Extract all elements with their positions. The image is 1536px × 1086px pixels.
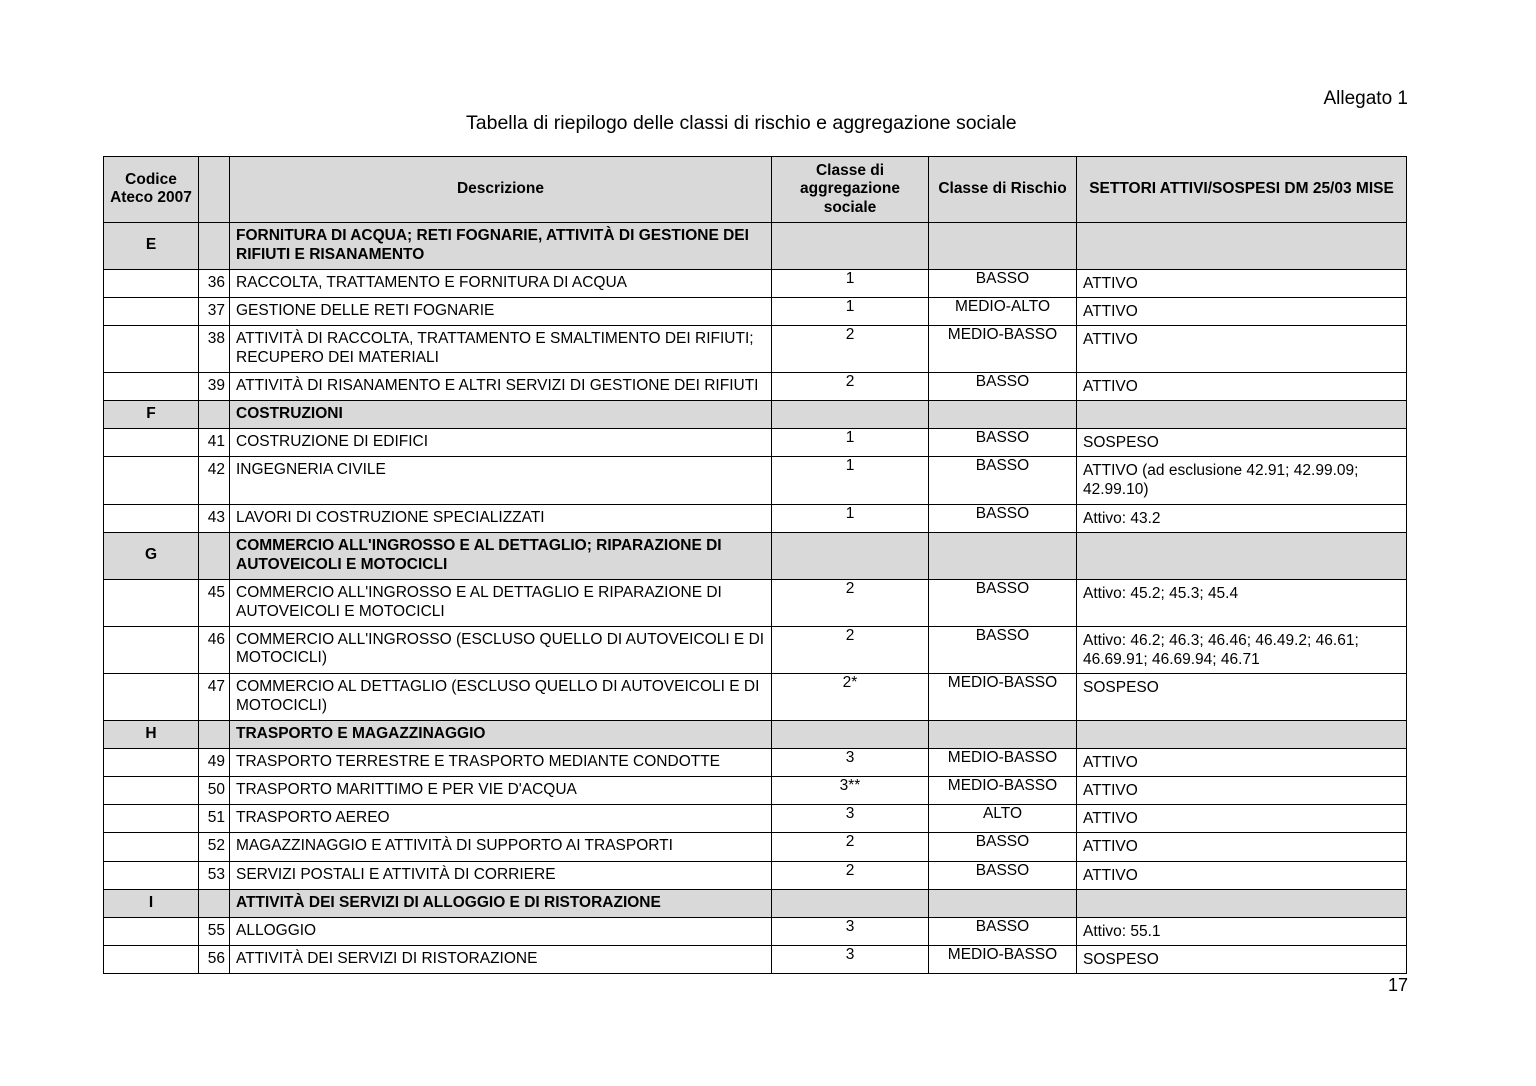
ateco-cell (104, 326, 199, 373)
settori-cell (1077, 776, 1407, 804)
row-number-cell (199, 372, 230, 400)
descrizione-label: ALLOGGIO (236, 921, 317, 939)
ateco-label (104, 505, 198, 513)
settori-label: Attivo: 45.2; 45.3; 45.4 (1083, 584, 1239, 602)
row-number-label: 49 (207, 752, 225, 770)
ateco-cell (104, 429, 199, 457)
section-letter-label: E (145, 236, 157, 254)
row-number-cell (199, 579, 230, 626)
table-row (104, 372, 1407, 400)
rischio-value: BASSO (975, 917, 1030, 935)
row-number-label: 43 (207, 508, 225, 526)
aggregazione-value: 3 (845, 917, 855, 935)
aggregazione-value: 2 (845, 626, 855, 644)
ateco-label (104, 946, 198, 954)
settori-label: ATTIVO (1083, 331, 1138, 349)
row-number-label: 53 (207, 865, 225, 883)
table-row (104, 326, 1407, 373)
ateco-label (104, 918, 198, 926)
section-description-label: TRASPORTO E MAGAZZINAGGIO (236, 724, 486, 742)
section-description (230, 720, 772, 748)
settori-cell (1077, 457, 1407, 504)
aggregazione-cell (772, 269, 929, 297)
ateco-cell (104, 457, 199, 504)
section-aggregazione-label (772, 401, 928, 409)
section-rischio-cell (929, 401, 1077, 429)
settori-cell (1077, 805, 1407, 833)
settori-label: SOSPESO (1083, 678, 1159, 696)
rischio-cell (929, 579, 1077, 626)
section-settori-label (1077, 401, 1406, 409)
section-rischio-label (929, 890, 1076, 898)
settori-cell (1077, 833, 1407, 861)
column-header-descrizione: Descrizione (230, 157, 772, 223)
aggregazione-value: 2 (845, 861, 855, 879)
ateco-label (104, 580, 198, 588)
ateco-cell (104, 805, 199, 833)
section-letter (104, 720, 199, 748)
rischio-value: MEDIO-BASSO (947, 673, 1058, 691)
descrizione-label: RACCOLTA, TRATTAMENTO E FORNITURA DI ACQUA (236, 273, 627, 291)
table-section-row (104, 222, 1407, 269)
settori-cell (1077, 861, 1407, 889)
section-number-cell (199, 222, 230, 269)
rischio-value: BASSO (975, 504, 1030, 522)
rischio-cell (929, 673, 1077, 720)
aggregazione-value: 2 (845, 326, 855, 344)
settori-cell (1077, 748, 1407, 776)
settori-label: ATTIVO (1083, 302, 1138, 320)
section-settori-cell (1077, 532, 1407, 579)
ateco-label (104, 749, 198, 757)
aggregazione-cell (772, 861, 929, 889)
section-description (230, 889, 772, 917)
rischio-value: BASSO (975, 861, 1030, 879)
descrizione-label: ATTIVITÀ DEI SERVIZI DI RISTORAZIONE (236, 949, 538, 967)
rischio-value: MEDIO-BASSO (947, 776, 1058, 794)
section-rischio-cell (929, 889, 1077, 917)
table-row (104, 429, 1407, 457)
rischio-cell (929, 917, 1077, 945)
ateco-label (104, 862, 198, 870)
row-number-cell (199, 326, 230, 373)
risk-class-table (103, 156, 1407, 974)
section-aggregazione-label (772, 533, 928, 541)
table-header (104, 157, 1407, 223)
table-row (104, 748, 1407, 776)
section-rischio-label (929, 401, 1076, 409)
section-description-label: ATTIVITÀ DEI SERVIZI DI ALLOGGIO E DI RISTORAZIONE (236, 893, 661, 911)
section-description (230, 401, 772, 429)
section-letter-label: G (144, 546, 158, 564)
settori-cell (1077, 945, 1407, 973)
rischio-value: MEDIO-BASSO (947, 326, 1058, 344)
descrizione-cell (230, 833, 772, 861)
row-number-label: 50 (207, 780, 225, 798)
aggregazione-cell (772, 945, 929, 973)
descrizione-cell (230, 372, 772, 400)
descrizione-cell (230, 504, 772, 532)
ateco-cell (104, 776, 199, 804)
row-number-label: 39 (207, 376, 225, 394)
row-number-cell (199, 776, 230, 804)
section-number-cell (199, 532, 230, 579)
ateco-label (104, 373, 198, 381)
descrizione-cell (230, 748, 772, 776)
column-header-settori: SETTORI ATTIVI/SOSPESI DM 25/03 MISE (1077, 157, 1407, 223)
section-rischio-cell (929, 720, 1077, 748)
aggregazione-value: 1 (845, 429, 855, 447)
descrizione-cell (230, 429, 772, 457)
aggregazione-cell (772, 748, 929, 776)
descrizione-cell (230, 673, 772, 720)
row-number-label: 42 (207, 461, 225, 479)
row-number-cell (199, 297, 230, 325)
ateco-cell (104, 269, 199, 297)
row-number-cell (199, 917, 230, 945)
table-row (104, 504, 1407, 532)
ateco-label (104, 270, 198, 278)
rischio-cell (929, 504, 1077, 532)
table-row (104, 457, 1407, 504)
table-row (104, 945, 1407, 973)
rischio-cell (929, 429, 1077, 457)
section-description-label: COMMERCIO ALL'INGROSSO E AL DETTAGLIO; RIPARAZIONE DI AUTOVEICOLI E MOTOCICLI (236, 536, 722, 573)
aggregazione-cell (772, 579, 929, 626)
settori-cell (1077, 269, 1407, 297)
section-aggregazione-cell (772, 889, 929, 917)
descrizione-cell (230, 805, 772, 833)
rischio-cell (929, 326, 1077, 373)
section-aggregazione-cell (772, 222, 929, 269)
table-section-row (104, 889, 1407, 917)
aggregazione-value: 3 (845, 748, 855, 766)
descrizione-cell (230, 297, 772, 325)
row-number-label: 52 (207, 837, 225, 855)
section-settori-label (1077, 721, 1406, 729)
descrizione-label: ATTIVITÀ DI RACCOLTA, TRATTAMENTO E SMALTIMENTO DEI RIFIUTI; RECUPERO DEI MATERIALI (236, 330, 754, 366)
settori-label: ATTIVO (1083, 781, 1138, 799)
descrizione-label: INGEGNERIA CIVILE (236, 461, 386, 479)
rischio-cell (929, 833, 1077, 861)
row-number-cell (199, 504, 230, 532)
ateco-label (104, 777, 198, 785)
aggregazione-value: 1 (845, 504, 855, 522)
settori-label: ATTIVO (1083, 377, 1138, 395)
descrizione-label: SERVIZI POSTALI E ATTIVITÀ DI CORRIERE (236, 865, 556, 883)
aggregazione-value: 3** (839, 776, 861, 794)
section-number-label (199, 890, 229, 898)
ateco-label (104, 674, 198, 682)
rischio-value: ALTO (982, 805, 1023, 823)
rischio-value: BASSO (975, 372, 1030, 390)
rischio-cell (929, 945, 1077, 973)
ateco-cell (104, 579, 199, 626)
page-number: 17 (1387, 975, 1408, 995)
aggregazione-value: 2 (845, 579, 855, 597)
column-header-aggregazione: Classe di aggregazione sociale (772, 157, 929, 223)
section-letter (104, 532, 199, 579)
section-aggregazione-cell (772, 720, 929, 748)
table-header-row (104, 157, 1407, 223)
rischio-value: BASSO (975, 626, 1030, 644)
aggregazione-cell (772, 776, 929, 804)
descrizione-label: TRASPORTO MARITTIMO E PER VIE D'ACQUA (236, 780, 577, 798)
descrizione-cell (230, 626, 772, 673)
descrizione-label: ATTIVITÀ DI RISANAMENTO E ALTRI SERVIZI DI GESTIONE DEI RIFIUTI (236, 376, 759, 394)
section-number-cell (199, 401, 230, 429)
section-number-label (199, 223, 229, 231)
section-settori-label (1077, 223, 1406, 231)
section-settori-cell (1077, 889, 1407, 917)
row-number-label: 46 (207, 630, 225, 648)
table-row (104, 917, 1407, 945)
section-number-label (199, 533, 229, 541)
rischio-value: BASSO (975, 429, 1030, 447)
ateco-label (104, 627, 198, 635)
settori-label: Attivo: 46.2; 46.3; 46.46; 46.49.2; 46.61; 46.69.91; 46.69.94; 46.71 (1083, 631, 1359, 668)
aggregazione-value: 3 (845, 805, 855, 823)
rischio-cell (929, 776, 1077, 804)
aggregazione-value: 2* (842, 673, 858, 691)
settori-cell (1077, 626, 1407, 673)
page-title: Tabella di riepilogo delle classi di rischio e aggregazione sociale (466, 112, 1017, 134)
table-section-row (104, 720, 1407, 748)
settori-label: SOSPESO (1083, 434, 1159, 452)
section-description-label: COSTRUZIONI (236, 405, 343, 423)
descrizione-label: COMMERCIO AL DETTAGLIO (ESCLUSO QUELLO DI AUTOVEICOLI E DI MOTOCICLI) (236, 677, 760, 714)
row-number-label: 36 (207, 273, 225, 291)
descrizione-cell (230, 776, 772, 804)
aggregazione-cell (772, 504, 929, 532)
settori-cell (1077, 579, 1407, 626)
aggregazione-value: 2 (845, 833, 855, 851)
section-aggregazione-label (772, 223, 928, 231)
section-aggregazione-label (772, 890, 928, 898)
section-aggregazione-cell (772, 401, 929, 429)
ateco-cell (104, 626, 199, 673)
row-number-label: 56 (207, 949, 225, 967)
descrizione-label: COSTRUZIONE DI EDIFICI (236, 433, 429, 451)
rischio-value: BASSO (975, 269, 1030, 287)
section-description (230, 532, 772, 579)
table-row (104, 833, 1407, 861)
rischio-value: BASSO (975, 457, 1030, 475)
settori-label: Attivo: 55.1 (1083, 922, 1161, 940)
settori-cell (1077, 372, 1407, 400)
section-settori-label (1077, 533, 1406, 541)
rischio-value: MEDIO-BASSO (947, 748, 1058, 766)
table-row (104, 579, 1407, 626)
ateco-cell (104, 833, 199, 861)
descrizione-cell (230, 945, 772, 973)
settori-label: Attivo: 43.2 (1083, 509, 1161, 527)
ateco-cell (104, 372, 199, 400)
section-aggregazione-cell (772, 532, 929, 579)
table-section-row (104, 532, 1407, 579)
section-rischio-cell (929, 532, 1077, 579)
descrizione-cell (230, 917, 772, 945)
section-rischio-cell (929, 222, 1077, 269)
section-letter-label: H (145, 724, 157, 742)
descrizione-label: GESTIONE DELLE RETI FOGNARIE (236, 301, 495, 319)
aggregazione-value: 1 (845, 457, 855, 475)
ateco-cell (104, 297, 199, 325)
section-letter (104, 401, 199, 429)
section-rischio-label (929, 223, 1076, 231)
rischio-value: MEDIO-BASSO (947, 945, 1058, 963)
section-description-label: FORNITURA DI ACQUA; RETI FOGNARIE, ATTIVITÀ DI GESTIONE DEI RIFIUTI E RISANAMENTO (236, 226, 749, 263)
row-number-cell (199, 833, 230, 861)
row-number-cell (199, 861, 230, 889)
descrizione-cell (230, 269, 772, 297)
descrizione-label: TRASPORTO AEREO (236, 809, 390, 827)
aggregazione-value: 2 (845, 372, 855, 390)
section-number-label (199, 401, 229, 409)
aggregazione-cell (772, 429, 929, 457)
aggregazione-cell (772, 326, 929, 373)
ateco-label (104, 429, 198, 437)
ateco-label (104, 298, 198, 306)
aggregazione-cell (772, 917, 929, 945)
table-row (104, 673, 1407, 720)
ateco-cell (104, 748, 199, 776)
ateco-label (104, 326, 198, 334)
table-row (104, 297, 1407, 325)
section-rischio-label (929, 533, 1076, 541)
section-letter (104, 889, 199, 917)
column-header-number (199, 157, 230, 223)
rischio-value: MEDIO-ALTO (954, 297, 1051, 315)
row-number-label: 37 (207, 301, 225, 319)
row-number-cell (199, 457, 230, 504)
rischio-cell (929, 861, 1077, 889)
row-number-label: 41 (207, 433, 225, 451)
row-number-label: 55 (207, 921, 225, 939)
ateco-label (104, 457, 198, 465)
aggregazione-cell (772, 833, 929, 861)
ateco-cell (104, 945, 199, 973)
section-aggregazione-label (772, 721, 928, 729)
settori-cell (1077, 917, 1407, 945)
ateco-cell (104, 861, 199, 889)
settori-cell (1077, 326, 1407, 373)
row-number-label: 38 (207, 330, 225, 348)
section-letter (104, 222, 199, 269)
descrizione-cell (230, 861, 772, 889)
row-number-cell (199, 945, 230, 973)
rischio-value: BASSO (975, 833, 1030, 851)
table-body (104, 222, 1407, 973)
ateco-label (104, 833, 198, 841)
row-number-label: 45 (207, 583, 225, 601)
row-number-cell (199, 429, 230, 457)
aggregazione-cell (772, 626, 929, 673)
descrizione-cell (230, 326, 772, 373)
table-row (104, 626, 1407, 673)
settori-cell (1077, 673, 1407, 720)
row-number-cell (199, 269, 230, 297)
column-header-rischio: Classe di Rischio (929, 157, 1077, 223)
table-row (104, 776, 1407, 804)
settori-label: ATTIVO (1083, 274, 1138, 292)
table-row (104, 805, 1407, 833)
rischio-cell (929, 297, 1077, 325)
settori-label: ATTIVO (1083, 753, 1138, 771)
aggregazione-value: 1 (845, 269, 855, 287)
row-number-cell (199, 805, 230, 833)
settori-label: SOSPESO (1083, 950, 1159, 968)
settori-cell (1077, 504, 1407, 532)
row-number-label: 51 (207, 809, 225, 827)
aggregazione-cell (772, 457, 929, 504)
section-settori-cell (1077, 720, 1407, 748)
settori-label: ATTIVO (1083, 810, 1138, 828)
section-letter-label: I (148, 893, 154, 911)
rischio-cell (929, 457, 1077, 504)
aggregazione-value: 1 (845, 297, 855, 315)
aggregazione-cell (772, 805, 929, 833)
ateco-cell (104, 504, 199, 532)
section-settori-cell (1077, 222, 1407, 269)
aggregazione-value: 3 (845, 945, 855, 963)
table-section-row (104, 401, 1407, 429)
section-description (230, 222, 772, 269)
rischio-cell (929, 269, 1077, 297)
descrizione-label: COMMERCIO ALL'INGROSSO (ESCLUSO QUELLO DI AUTOVEICOLI E DI MOTOCICLI) (236, 630, 765, 667)
descrizione-label: LAVORI DI COSTRUZIONE SPECIALIZZATI (236, 508, 545, 526)
row-number-cell (199, 673, 230, 720)
settori-cell (1077, 297, 1407, 325)
section-number-label (199, 721, 229, 729)
rischio-value: BASSO (975, 579, 1030, 597)
rischio-cell (929, 372, 1077, 400)
descrizione-label: MAGAZZINAGGIO E ATTIVITÀ DI SUPPORTO AI TRASPORTI (236, 837, 673, 855)
rischio-cell (929, 748, 1077, 776)
section-rischio-label (929, 721, 1076, 729)
aggregazione-cell (772, 372, 929, 400)
row-number-cell (199, 748, 230, 776)
section-letter-label: F (146, 405, 156, 423)
ateco-cell (104, 917, 199, 945)
descrizione-cell (230, 457, 772, 504)
descrizione-cell (230, 579, 772, 626)
column-header-ateco: Codice Ateco 2007 (104, 157, 199, 223)
table-row (104, 269, 1407, 297)
aggregazione-cell (772, 297, 929, 325)
table-row (104, 861, 1407, 889)
rischio-cell (929, 626, 1077, 673)
ateco-label (104, 805, 198, 813)
section-settori-cell (1077, 401, 1407, 429)
row-number-label: 47 (207, 677, 225, 695)
descrizione-label: COMMERCIO ALL'INGROSSO E AL DETTAGLIO E RIPARAZIONE DI AUTOVEICOLI E MOTOCICLI (236, 583, 722, 620)
section-number-cell (199, 720, 230, 748)
rischio-cell (929, 805, 1077, 833)
section-settori-label (1077, 890, 1406, 898)
aggregazione-cell (772, 673, 929, 720)
ateco-cell (104, 673, 199, 720)
settori-label: ATTIVO (ad esclusione 42.91; 42.99.09; 42.99.10) (1083, 462, 1359, 499)
row-number-cell (199, 626, 230, 673)
settori-cell (1077, 429, 1407, 457)
settori-label: ATTIVO (1083, 866, 1138, 884)
section-number-cell (199, 889, 230, 917)
descrizione-label: TRASPORTO TERRESTRE E TRASPORTO MEDIANTE CONDOTTE (236, 752, 721, 770)
annex-label: Allegato 1 (1323, 88, 1408, 109)
settori-label: ATTIVO (1083, 838, 1138, 856)
